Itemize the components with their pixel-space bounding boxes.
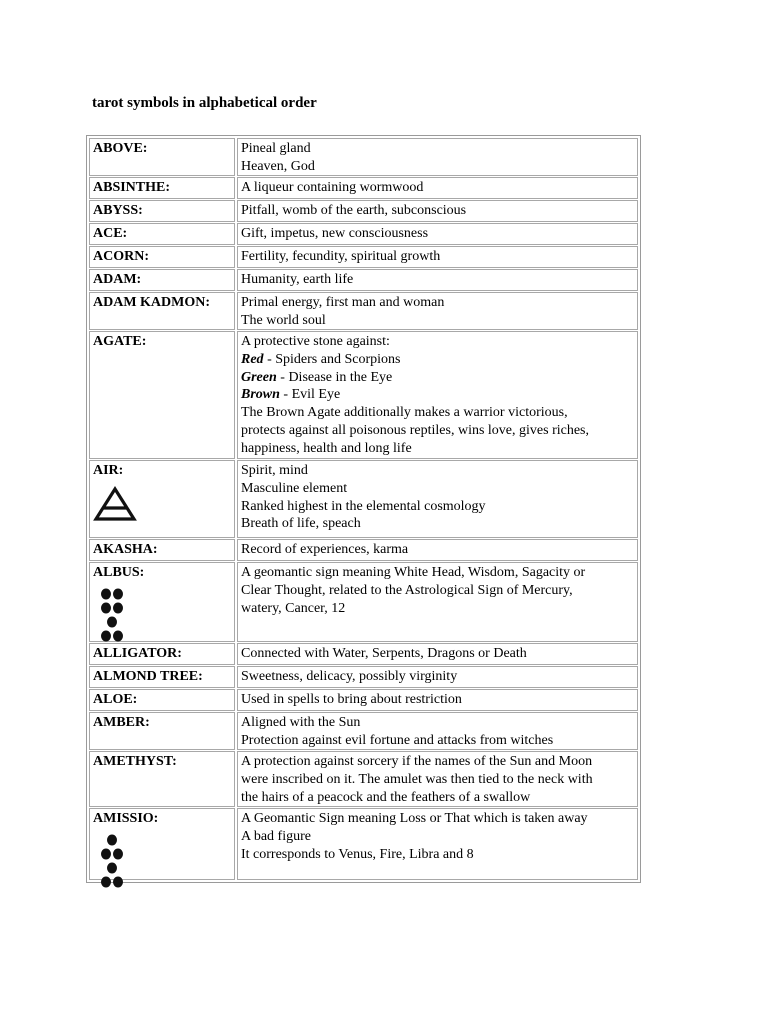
amissio-geomantic-icon — [93, 834, 133, 892]
symbol-term: ADAM: — [93, 272, 142, 287]
meaning-line: the hairs of a peacock and the feathers of a swallow — [241, 789, 531, 805]
symbol-term: ALMOND TREE: — [93, 669, 203, 684]
color-meaning: - Disease in the Eye — [276, 369, 393, 385]
table-row — [89, 246, 638, 268]
meaning-line: Breath of life, speach — [241, 516, 361, 532]
meaning-line: Aligned with the Sun — [241, 715, 361, 730]
symbol-term: AGATE: — [93, 334, 147, 349]
table-row — [89, 643, 638, 665]
symbol-meaning-cell — [237, 292, 638, 330]
symbol-meaning-cell — [237, 539, 638, 561]
meaning-line: Heaven, God — [241, 158, 315, 174]
meaning-line: watery, Cancer, 12 — [241, 600, 346, 616]
symbol-meaning-cell — [237, 246, 638, 268]
meaning-line: A Geomantic Sign meaning Loss or That which is taken away — [241, 811, 588, 826]
table-row — [89, 269, 638, 291]
symbol-meaning-cell — [237, 712, 638, 750]
symbol-term: AMETHYST: — [93, 754, 177, 769]
symbol-term: ABOVE: — [93, 141, 148, 156]
meaning-line: Primal energy, first man and woman — [241, 295, 445, 310]
page-title: tarot symbols in alphabetical order — [92, 95, 317, 111]
symbol-meaning-cell — [237, 269, 638, 291]
symbol-term: ACORN: — [93, 249, 149, 264]
symbol-term-cell — [89, 200, 235, 222]
table-row — [89, 138, 638, 176]
table-row — [89, 712, 638, 750]
symbol-term-cell — [89, 539, 235, 561]
symbol-meaning-cell — [237, 460, 638, 538]
meaning-line: A protection against sorcery if the names of the Sun and Moon — [241, 754, 593, 769]
table-row — [89, 177, 638, 199]
meaning-line: Pineal gland — [241, 141, 311, 156]
color-meaning: - Evil Eye — [279, 387, 341, 403]
symbol-term-cell — [89, 460, 235, 538]
meaning-line: Ranked highest in the elemental cosmology — [241, 498, 486, 514]
meaning-line: Pitfall, womb of the earth, subconscious — [241, 203, 467, 218]
symbol-meaning-cell — [237, 689, 638, 711]
symbol-term-cell — [89, 808, 235, 880]
symbol-meaning-cell — [237, 223, 638, 245]
symbol-term: ALOE: — [93, 692, 138, 707]
color-label: Red — [241, 351, 264, 367]
table-row — [89, 751, 638, 807]
symbol-meaning-cell — [237, 808, 638, 880]
meaning-line: A bad figure — [241, 828, 311, 844]
symbol-meaning-cell — [237, 138, 638, 176]
symbol-meaning-cell — [237, 331, 638, 459]
table-row — [89, 689, 638, 711]
meaning-line: Connected with Water, Serpents, Dragons or Death — [241, 646, 527, 661]
meaning-line: Gift, impetus, new consciousness — [241, 226, 429, 241]
table-row — [89, 808, 638, 880]
color-meaning: - Spiders and Scorpions — [263, 351, 401, 367]
symbol-term: ABYSS: — [93, 203, 143, 218]
symbol-term-cell — [89, 246, 235, 268]
symbol-term: AKASHA: — [93, 542, 158, 557]
meaning-line: Clear Thought, related to the Astrological Sign of Mercury, — [241, 582, 573, 598]
table-row — [89, 292, 638, 330]
meaning-line: Used in spells to bring about restriction — [241, 692, 462, 707]
symbols-table — [86, 135, 641, 883]
symbol-term: ALBUS: — [93, 565, 145, 580]
meaning-line: A liqueur containing wormwood — [241, 180, 424, 195]
meaning-line: Humanity, earth life — [241, 272, 354, 287]
symbol-meaning-cell — [237, 666, 638, 688]
symbol-term: ACE: — [93, 226, 128, 241]
table-row — [89, 562, 638, 642]
symbol-term-cell — [89, 562, 235, 642]
meaning-line: Record of experiences, karma — [241, 542, 409, 557]
symbol-term: AIR: — [93, 463, 124, 478]
symbol-term-cell — [89, 269, 235, 291]
symbol-term-cell — [89, 223, 235, 245]
symbol-term: ALLIGATOR: — [93, 646, 182, 661]
color-label: Green — [241, 369, 277, 385]
meaning-line: The Brown Agate additionally makes a warrior victorious, — [241, 405, 568, 421]
symbol-term-cell — [89, 751, 235, 807]
symbol-meaning-cell — [237, 177, 638, 199]
symbol-term-cell — [89, 138, 235, 176]
symbol-term: ABSINTHE: — [93, 180, 171, 195]
meaning-line: The world soul — [241, 312, 326, 328]
meaning-line — [241, 369, 634, 387]
meaning-line — [241, 386, 634, 404]
meaning-line: Masculine element — [241, 480, 348, 496]
meaning-line: happiness, health and long life — [241, 440, 412, 456]
meaning-line: protects against all poisonous reptiles, wins love, gives riches, — [241, 422, 589, 438]
symbol-term-cell — [89, 643, 235, 665]
table-row — [89, 223, 638, 245]
table-row — [89, 200, 638, 222]
symbol-meaning-cell — [237, 751, 638, 807]
meaning-line: were inscribed on it. The amulet was then tied to the neck with — [241, 771, 593, 787]
meaning-line: Spirit, mind — [241, 463, 308, 478]
symbol-term-cell — [89, 666, 235, 688]
symbol-meaning-cell — [237, 562, 638, 642]
air-triangle-icon — [93, 486, 137, 522]
meaning-line: A protective stone against: — [241, 334, 390, 349]
symbol-term-cell — [89, 292, 235, 330]
symbol-term: AMBER: — [93, 715, 150, 730]
color-label: Brown — [241, 387, 280, 403]
symbol-term-cell — [89, 177, 235, 199]
table-row — [89, 539, 638, 561]
meaning-line: Sweetness, delicacy, possibly virginity — [241, 669, 458, 684]
meaning-line: A geomantic sign meaning White Head, Wisdom, Sagacity or — [241, 565, 586, 580]
table-row — [89, 666, 638, 688]
symbol-meaning-cell — [237, 200, 638, 222]
symbol-term-cell — [89, 689, 235, 711]
meaning-line: Protection against evil fortune and attacks from witches — [241, 732, 554, 748]
symbol-term: AMISSIO: — [93, 811, 159, 826]
meaning-line — [241, 351, 634, 369]
meaning-line: Fertility, fecundity, spiritual growth — [241, 249, 441, 264]
symbol-term-cell — [89, 331, 235, 459]
symbol-term: ADAM KADMON: — [93, 295, 211, 310]
table-row — [89, 331, 638, 459]
symbol-term-cell — [89, 712, 235, 750]
meaning-line: It corresponds to Venus, Fire, Libra and 8 — [241, 846, 474, 862]
albus-geomantic-icon — [93, 588, 133, 646]
symbol-meaning-cell — [237, 643, 638, 665]
table-row — [89, 460, 638, 538]
